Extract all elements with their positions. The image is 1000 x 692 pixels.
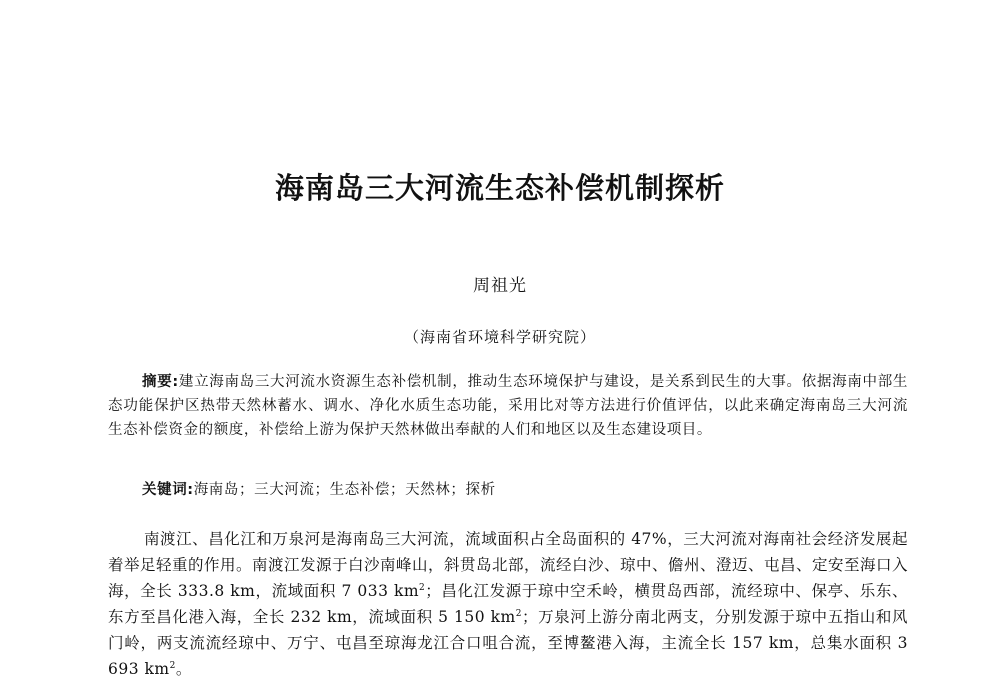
keywords [142,478,902,502]
abstract-text: 建立海南岛三大河流水资源生态补偿机制，推动生态环境保护与建设，是关系到民生的大事。依据海南中部生态功能保护区热带天然林蓄水、调水、净化水质生态功能，采用比对等方法进行价值评估，以此来确定海南岛三大河流生态补偿资金的额度，补偿给上游为保护天然林做出奉献的人们和地区以及生态建设项目。 [108,374,909,438]
body-text-part-1: 南渡江、昌化江和万泉河是海南岛三大河流，流域面积占全岛面积的 47%，三大河流对海南社会经济发展起着举足轻重的作用。南渡江发源于白沙南峰山，斜贯岛北部，流经白沙、琼中、儋州、澄迈、屯昌、定安至海口入海，全长 333.8 km，流域面积 7 033 km [108,530,909,600]
body-text-part-3: ；万泉河上游分南北两支，分别发源于琼中五指山和风门岭，两支流流经琼中、万宁、屯昌至琼海龙江合口咀合流，至博鳌港入海，主流全长 157 km，总集水面积 3 693 km [108,608,908,678]
body-paragraph [108,526,908,682]
superscript-2: 2 [515,608,522,619]
abstract-label: 摘要: [142,374,179,390]
abstract [108,370,908,442]
paper-title: 海南岛三大河流生态补偿机制探析 [274,171,725,205]
superscript-2: 2 [419,582,426,593]
author-affiliation: （海南省环境科学研究院） [403,328,596,346]
superscript-2: 2 [169,660,176,671]
keywords-text: 海南岛；三大河流；生态补偿；天然林；探析 [193,482,496,498]
author-name: 周祖光 [473,276,527,296]
keywords-label: 关键词: [142,482,194,498]
body-text-part-2: ；昌化江发源于琼中空禾岭，横贯岛西部，流经琼中、保亭、乐东、东方至昌化港入海，全长 232 km，流域面积 5 150 km [108,582,908,626]
body-text-part-4: 。 [175,660,192,678]
